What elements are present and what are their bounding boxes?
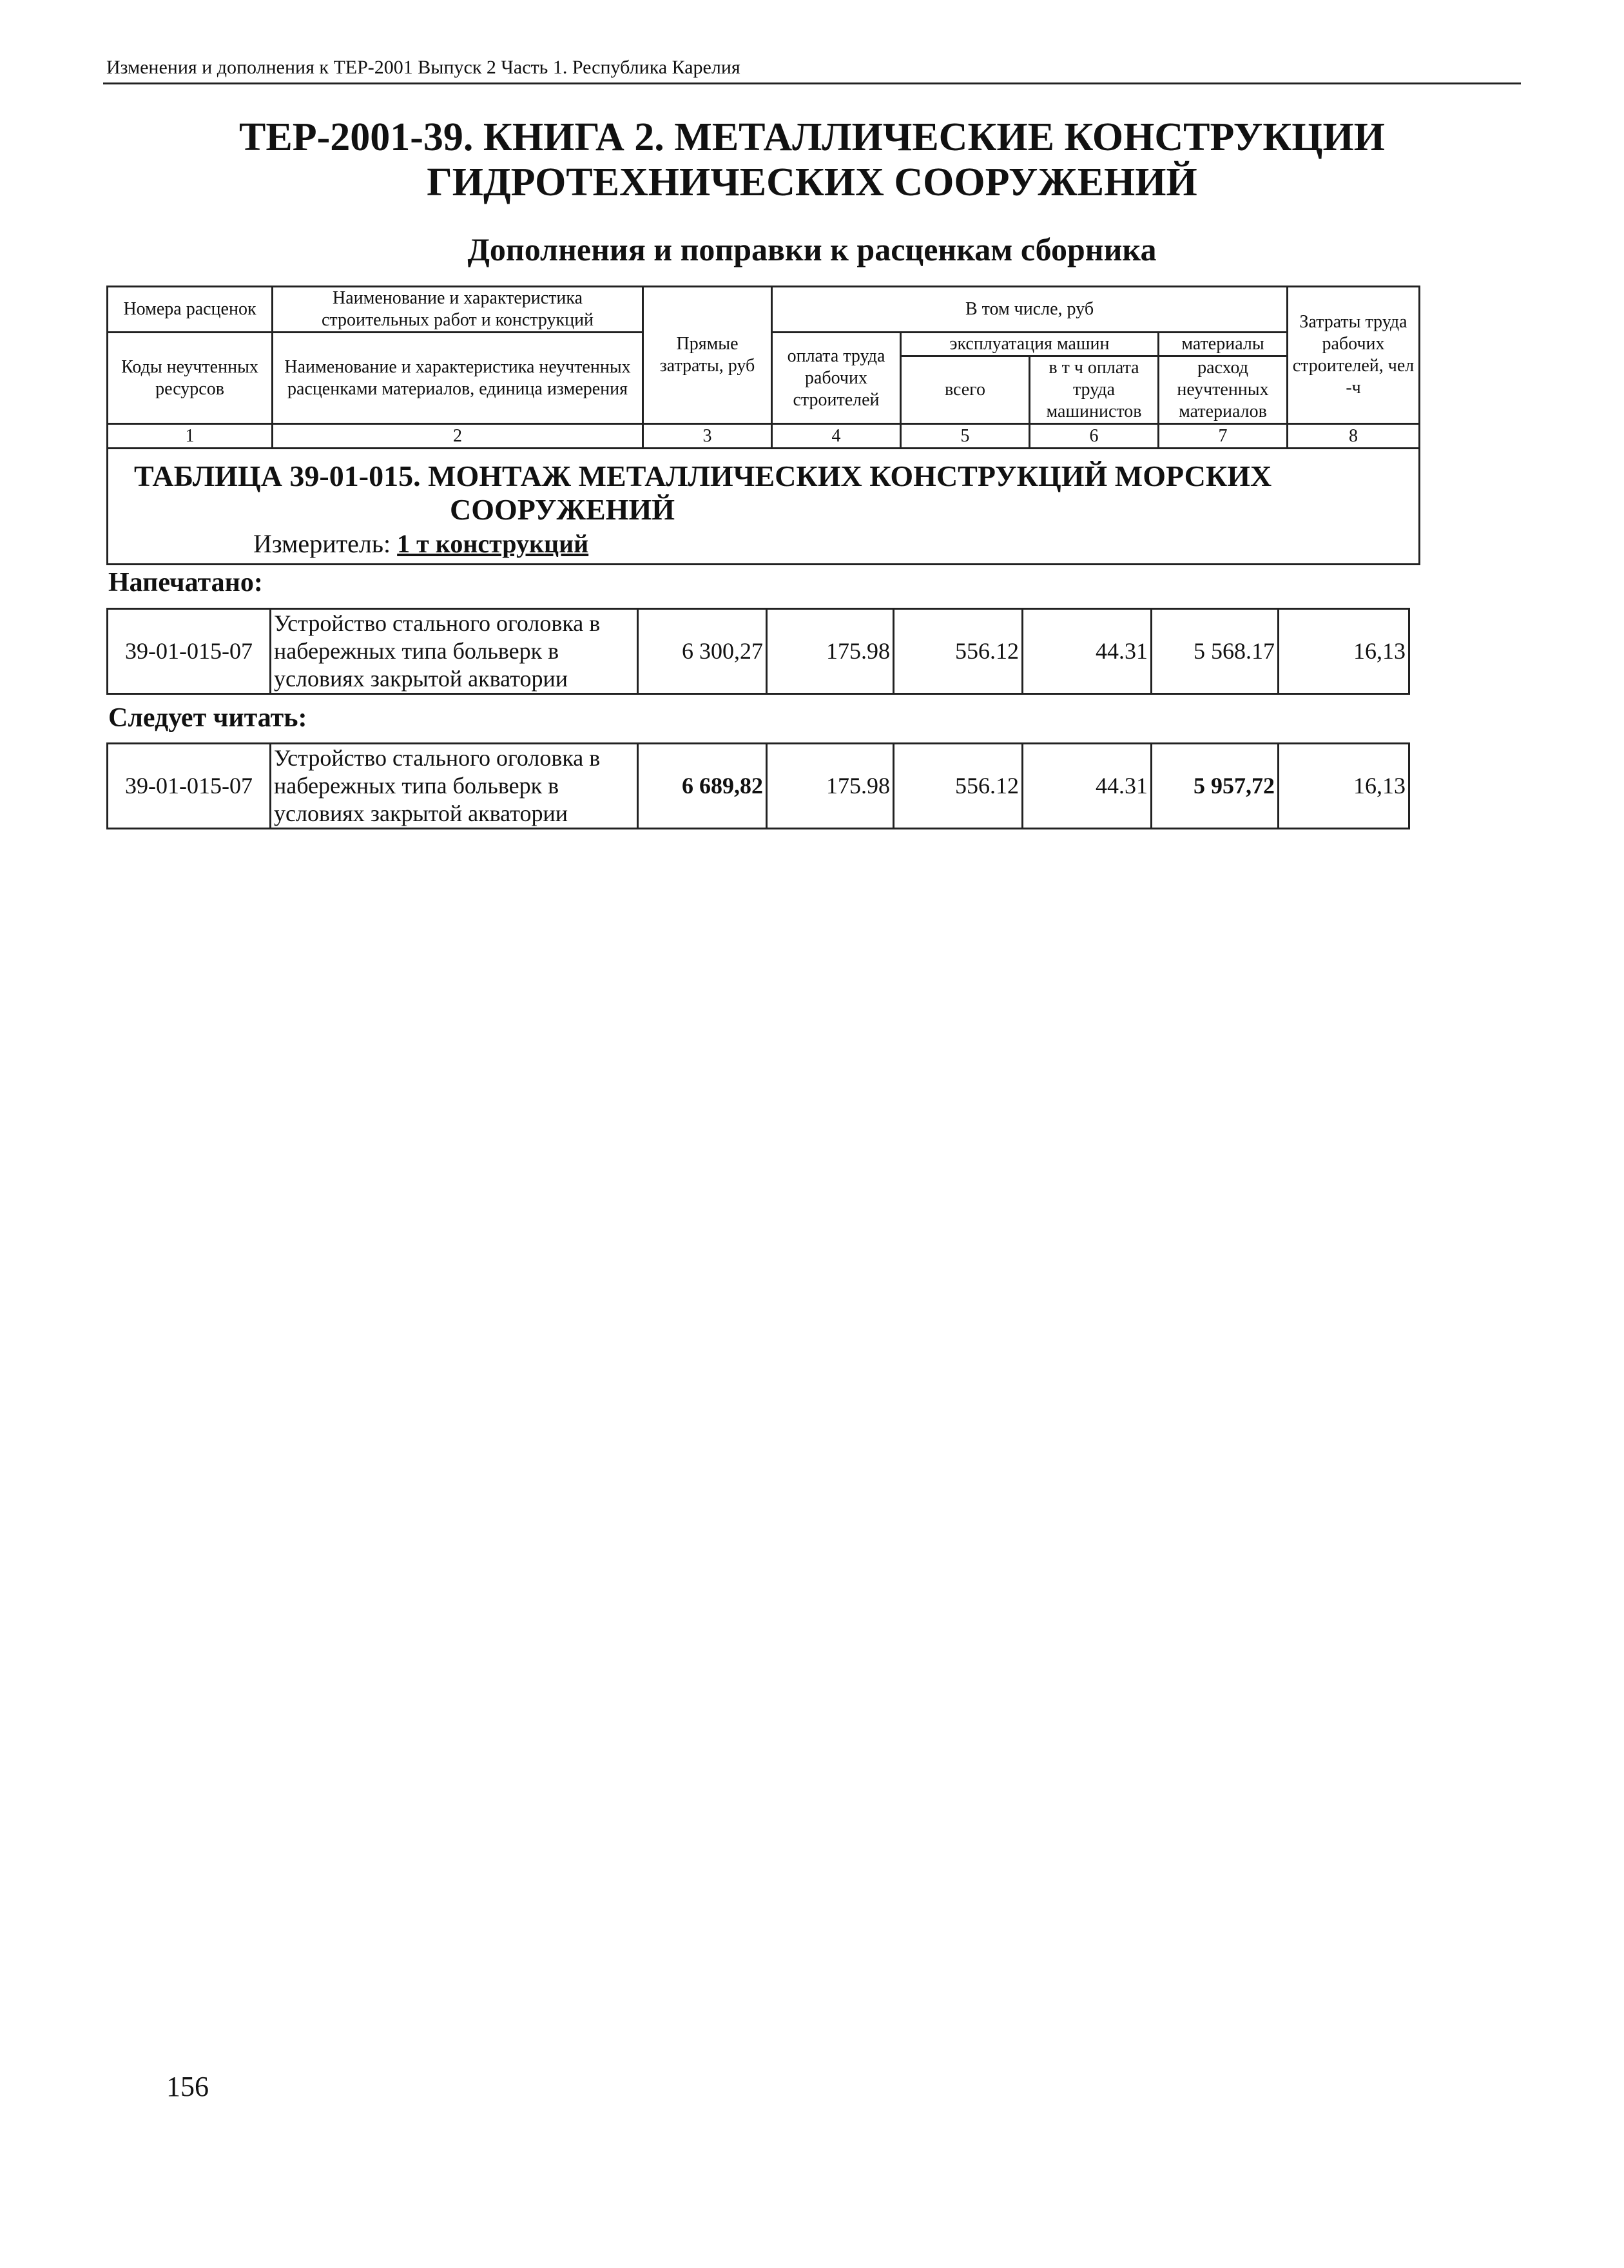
header-direct-costs: Прямые затраты, руб (643, 287, 772, 424)
running-header: Изменения и дополнения к ТЕР-2001 Выпуск 2 Часть 1. Республика Карелия (106, 57, 740, 78)
table-caption-line-1: ТАБЛИЦА 39-01-015. МОНТАЖ МЕТАЛЛИЧЕСКИХ КОНСТРУКЦИЙ МОРСКИХ (134, 460, 1272, 492)
printed-machines-total: 556.12 (894, 609, 1023, 694)
corrected-row-table (106, 742, 1410, 829)
header-num-7: 7 (1159, 424, 1288, 449)
document-title (103, 115, 1521, 205)
corrected-machines-total: 556.12 (894, 744, 1023, 829)
printed-code: 39-01-015-07 (108, 609, 271, 694)
header-rule (103, 82, 1521, 84)
printed-worker-pay: 175.98 (767, 609, 894, 694)
corrected-worker-pay: 175.98 (767, 744, 894, 829)
measure-unit (108, 527, 1418, 558)
header-num-1: 1 (108, 424, 273, 449)
header-num-4: 4 (772, 424, 901, 449)
corrected-labor-hours: 16,13 (1279, 744, 1409, 829)
header-machines-total: всего (901, 356, 1030, 424)
corrected-name: Устройство стального оголовка в набережных типа больверк в условиях закрытой акватории (271, 744, 638, 829)
header-machinists-pay: в т ч оплата труда машинистов (1030, 356, 1159, 424)
printed-labor-hours: 16,13 (1279, 609, 1409, 694)
corrected-machinists-pay: 44.31 (1023, 744, 1152, 829)
header-labor-hours: Затраты труда рабочих строителей, чел -ч (1288, 287, 1420, 424)
header-num-6: 6 (1030, 424, 1159, 449)
title-line-1: ТЕР-2001-39. КНИГА 2. МЕТАЛЛИЧЕСКИЕ КОНСТРУКЦИИ (239, 115, 1385, 159)
corrected-label: Следует читать: (108, 703, 307, 733)
header-num-3: 3 (643, 424, 772, 449)
printed-label: Напечатано: (108, 568, 263, 597)
page-number: 156 (166, 2071, 209, 2102)
header-resource-codes: Коды неучтенных ресурсов (108, 333, 273, 424)
header-rate-numbers: Номера расценок (108, 287, 273, 333)
header-machine-operation: эксплуатация машин (901, 333, 1159, 356)
header-worker-pay: оплата труда рабочих строителей (772, 333, 901, 424)
printed-direct-costs: 6 300,27 (638, 609, 767, 694)
corrected-direct-costs: 6 689,82 (638, 744, 767, 829)
printed-row (108, 609, 1409, 694)
printed-row-table (106, 608, 1410, 695)
printed-materials: 5 568.17 (1152, 609, 1279, 694)
table-caption-line-2: СООРУЖЕНИЙ (450, 493, 675, 526)
header-including: В том числе, руб (772, 287, 1288, 333)
rates-header-table (106, 286, 1420, 565)
header-num-8: 8 (1288, 424, 1420, 449)
header-work-name: Наименование и характеристика строительных работ и конструкций (273, 287, 643, 333)
table-caption-cell (108, 449, 1420, 565)
corrected-row (108, 744, 1409, 829)
header-num-2: 2 (273, 424, 643, 449)
header-materials: материалы (1159, 333, 1288, 356)
table-caption (108, 449, 1418, 527)
printed-name: Устройство стального оголовка в набережных типа больверк в условиях закрытой акватории (271, 609, 638, 694)
corrected-materials: 5 957,72 (1152, 744, 1279, 829)
printed-machinists-pay: 44.31 (1023, 609, 1152, 694)
document-subtitle: Дополнения и поправки к расценкам сборника (467, 231, 1157, 267)
header-unaccounted-materials: расход неучтенных материалов (1159, 356, 1288, 424)
measure-label: Измеритель: (253, 529, 391, 558)
header-num-5: 5 (901, 424, 1030, 449)
title-line-2: ГИДРОТЕХНИЧЕСКИХ СООРУЖЕНИЙ (427, 160, 1197, 204)
measure-value: 1 т конструкций (397, 529, 589, 558)
corrected-code: 39-01-015-07 (108, 744, 271, 829)
header-material-name: Наименование и характеристика неучтенных расценками материалов, единица измерения (273, 333, 643, 424)
